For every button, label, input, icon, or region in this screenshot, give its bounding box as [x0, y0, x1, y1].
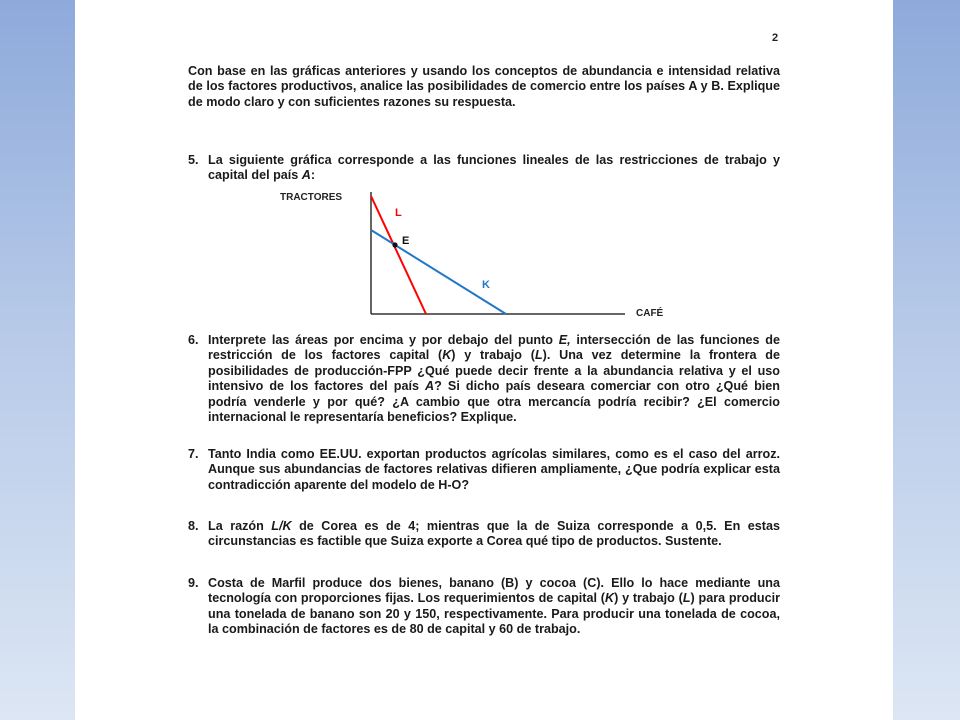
point-E-label: E	[402, 235, 410, 247]
item-number-8: 8.	[188, 519, 199, 533]
item-8-text-a: La razón	[208, 519, 272, 533]
item-6-text-d: K	[442, 348, 452, 363]
item-9-text-d: L	[682, 591, 691, 606]
item-6-text-f: L	[534, 348, 543, 363]
item-8-text-b: L/K	[271, 519, 292, 533]
item-5-text-b: A	[301, 168, 311, 183]
line-K-label: K	[482, 279, 490, 291]
item-text-5	[208, 153, 780, 184]
item-6-text-a: Interprete las áreas por encima y por debajo del punto	[208, 333, 559, 347]
item-5-text-a: La siguiente gráfica corresponde a las funciones lineales de las restricciones de trabajo y capital del país	[208, 153, 780, 183]
item-9-text-b: K	[604, 591, 615, 606]
page-number: 2	[772, 32, 779, 44]
item-6-text-e: ) y trabajo (	[451, 348, 535, 363]
intro-paragraph: Con base en las gráficas anteriores y usando los conceptos de abundancia e intensidad relativa de los factores productivos, analice las posibilidades de comercio entre los países A y B. Explique de modo claro y con suficientes razones su respuesta.	[188, 64, 780, 109]
item-5-text-c: :	[310, 168, 316, 183]
item-6-text-b: E,	[558, 333, 571, 347]
line-L-label: L	[395, 207, 402, 219]
item-6-text-h: A	[425, 379, 435, 394]
point-E	[392, 242, 397, 247]
item-8-text-c: de Corea es de 4; mientras que la de Suiza corresponde a 0,5. En estas circunstancias es factible que Suiza exporte a Corea qué tipo de productos. Sustente.	[208, 519, 780, 549]
y-axis-label: TRACTORES	[280, 192, 343, 203]
item-9-text-c: ) y trabajo (	[614, 591, 683, 606]
item-number-5: 5.	[188, 153, 199, 167]
item-text-8	[208, 519, 780, 550]
item-9-text-e: ) para producir una tonelada de banano son 20 y 150, respectivamente. Para producir una tonelada de cocoa, la combinación de factores es de 80 de capital y 60 de trabajo.	[208, 591, 780, 637]
item-number-9: 9.	[188, 576, 199, 590]
item-6-text-c: intersección de las funciones de restricción de los factores capital (	[208, 333, 780, 363]
item-number-6: 6.	[188, 333, 199, 347]
item-number-7: 7.	[188, 447, 199, 461]
item-6-text-g: ). Una vez determine la frontera de posibilidades de producción-FPP ¿Qué puede decir frente a la abundancia relativa y el uso intensivo de los factores del país	[208, 348, 780, 394]
item-7-text: Tanto India como EE.UU. exportan productos agrícolas similares, como es el caso del arroz. Aunque sus abundancias de factores relativas difieren ampliamente, ¿Que podría explicar esta contradicción aparente del modelo de H-O?	[208, 447, 780, 492]
constraint-chart	[270, 186, 670, 326]
item-6-text-i: ? Si dicho país deseara comerciar con otro ¿Qué bien podría venderle y por qué? ¿A cambio que otra mercancía podría recibir? ¿El comercio internacional le representaría beneficios? Explique.	[208, 379, 780, 425]
item-text-9	[208, 576, 780, 638]
item-text-6	[208, 333, 780, 425]
x-axis-label: CAFÉ	[636, 308, 664, 319]
line-K	[371, 230, 506, 314]
item-9-text-a: Costa de Marfil produce dos bienes, banano (B) y cocoa (C). Ello lo hace mediante una tecnología con proporciones fijas. Los requerimientos de capital (	[208, 576, 780, 606]
item-text-7	[208, 447, 780, 493]
